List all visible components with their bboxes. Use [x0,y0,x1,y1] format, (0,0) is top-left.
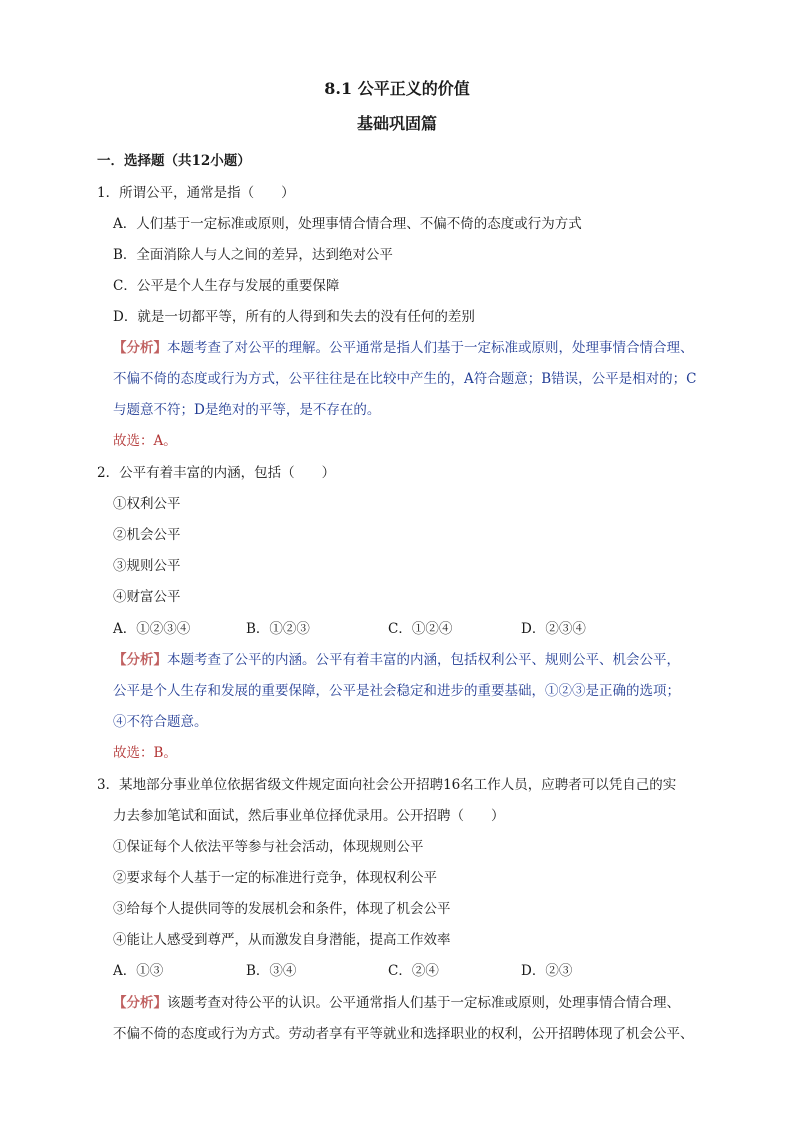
q2-analysis-line-3: ④不符合题意。 [113,714,208,730]
q2-choice-d: D．②③④ [521,621,586,637]
q3-choice-d: D．②③ [521,963,573,979]
q2-choice-b: B．①②③ [246,621,310,637]
q2-choice-a: A．①②③④ [113,621,191,637]
q2-item-3: ③规则公平 [113,558,181,574]
q3-item-3: ③给每个人提供同等的发展机会和条件，体现了机会公平 [113,901,451,917]
q2-choice-c: C．①②④ [388,621,453,637]
q3-choice-a: A．①③ [113,963,164,979]
question-3-stem-line-1: 3．某地部分事业单位依据省级文件规定面向社会公开招聘16名工作人员，应聘者可以凭自己的实 [97,777,677,793]
analysis-tag: 【分析】 [113,995,167,1011]
q3-analysis-line-1: 【分析】该题考查对待公平的认识。公平通常指人们基于一定标准或原则，处理事情合情合理、 [113,995,680,1011]
q2-item-2: ②机会公平 [113,527,181,543]
question-2-stem: 2．公平有着丰富的内涵，包括（ ） [97,465,336,481]
q3-choice-c: C．②④ [388,963,439,979]
q1-analysis-line-2: 不偏不倚的态度或行为方式，公平往往是在比较中产生的，A符合题意；B错误，公平是相对的；C [113,371,697,387]
q3-analysis-line-2: 不偏不倚的态度或行为方式。劳动者享有平等就业和选择职业的权利，公开招聘体现了机会公平、 [113,1026,694,1042]
q1-option-b: B．全面消除人与人之间的差异，达到绝对公平 [113,247,393,263]
q2-analysis-line-1: 【分析】本题考查了公平的内涵。公平有着丰富的内涵，包括权利公平、规则公平、机会公平， [113,652,680,668]
analysis-tag: 【分析】 [113,652,167,668]
q1-option-a: A．人们基于一定标准或原则，处理事情合情合理、不偏不倚的态度或行为方式 [113,216,582,232]
q1-answer: 故选：A。 [113,433,177,449]
q2-analysis-line-2: 公平是个人生存和发展的重要保障，公平是社会稳定和进步的重要基础，①②③是正确的选项； [113,683,680,699]
q3-choice-b: B．③④ [246,963,297,979]
q3-item-4: ④能让人感受到尊严，从而激发自身潜能，提高工作效率 [113,932,451,948]
q2-item-1: ①权利公平 [113,496,181,512]
question-3-stem-line-2: 力去参加笔试和面试，然后事业单位择优录用。公开招聘（ ） [113,808,505,824]
page-subtitle: 基础巩固篇 [356,114,437,133]
q1-option-d: D．就是一切都平等，所有的人得到和失去的没有任何的差别 [113,309,475,325]
q1-analysis-line-1: 【分析】本题考查了对公平的理解。公平通常是指人们基于一定标准或原则，处理事情合情合理、 [113,340,694,356]
section-heading: 一．选择题（共12小题） [97,153,251,169]
q1-option-c: C．公平是个人生存与发展的重要保障 [113,278,340,294]
q2-item-4: ④财富公平 [113,589,181,605]
question-1-stem: 1．所谓公平，通常是指（ ） [97,185,295,201]
q2-answer: 故选：B。 [113,745,177,761]
page-title: 8.1 公平正义的价值 [324,79,470,98]
q1-analysis-line-3: 与题意不符；D是绝对的平等，是不存在的。 [113,402,381,418]
analysis-tag: 【分析】 [113,340,167,356]
q3-item-1: ①保证每个人依法平等参与社会活动，体现规则公平 [113,839,424,855]
q3-item-2: ②要求每个人基于一定的标准进行竞争，体现权利公平 [113,870,437,886]
